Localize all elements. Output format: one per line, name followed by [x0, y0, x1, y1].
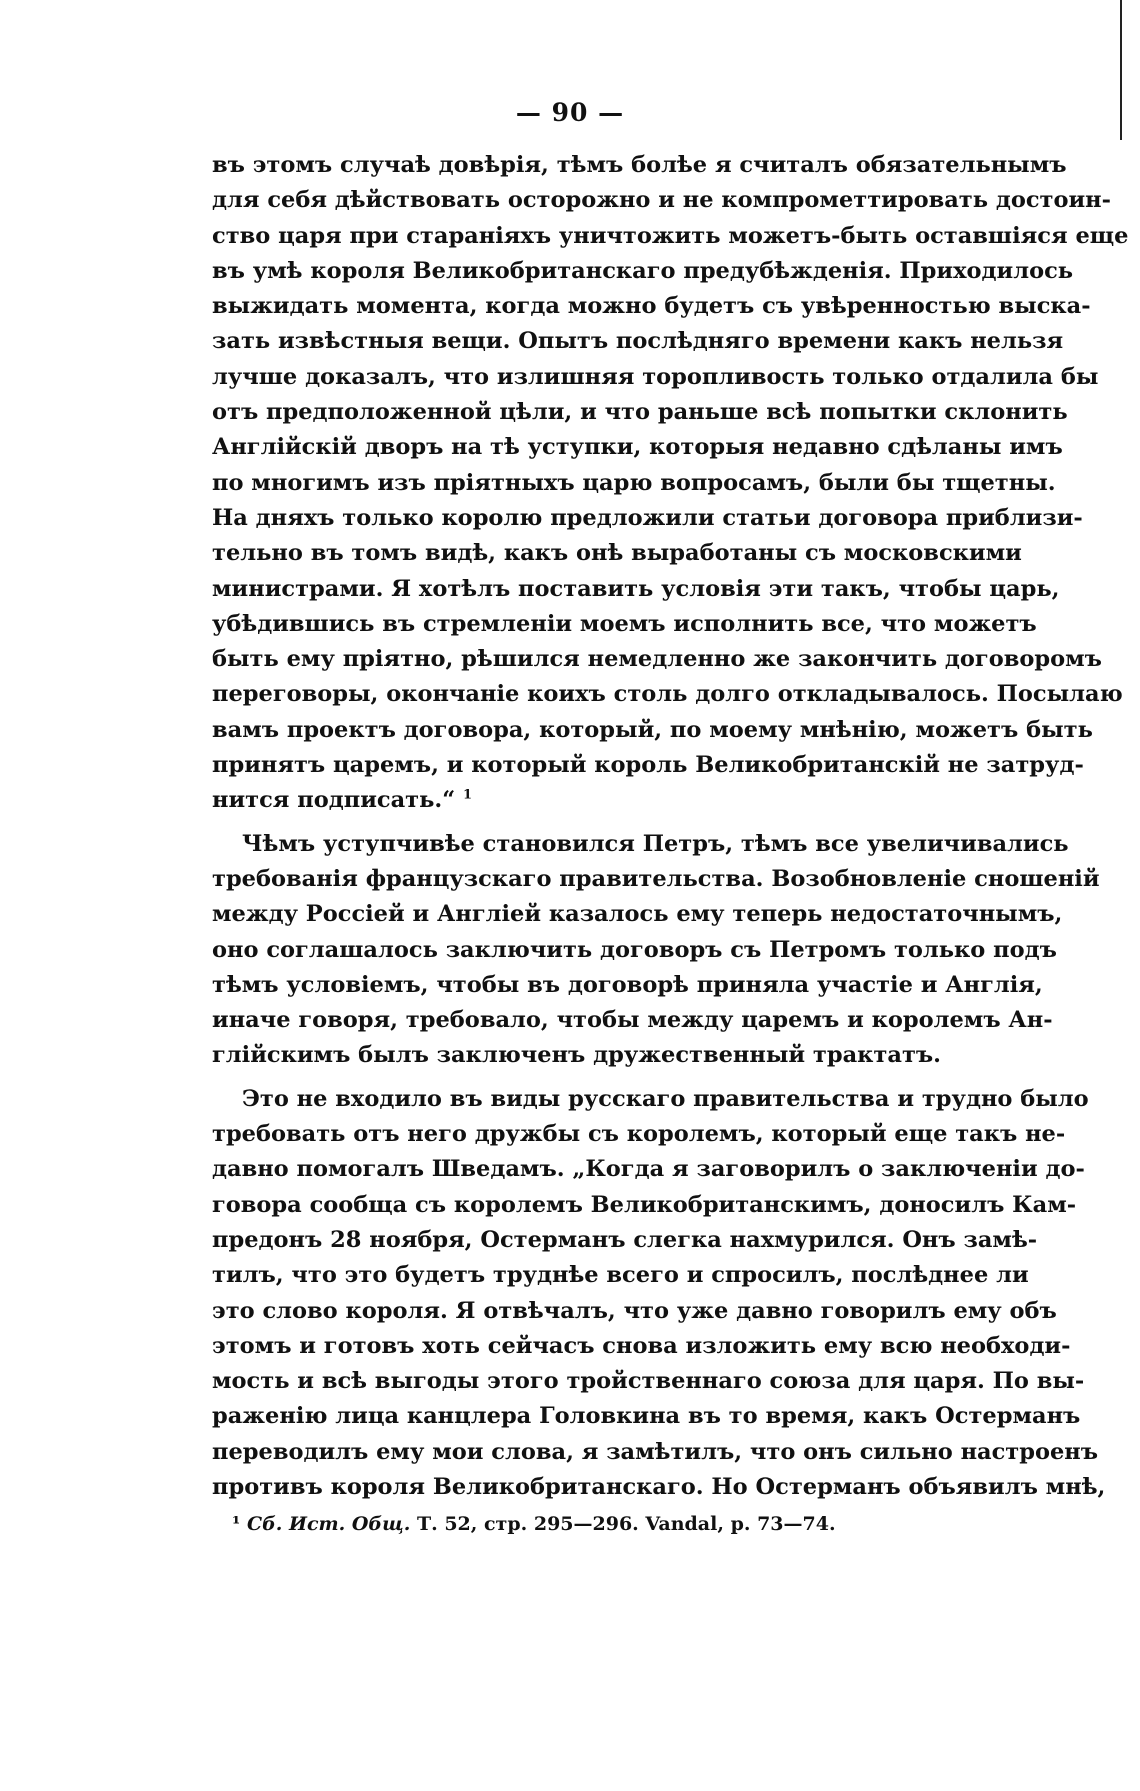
paragraph — [212, 148, 1129, 819]
text-line: тилъ, что это будетъ труднѣе всего и спросилъ, послѣднее ли — [212, 1262, 1029, 1289]
paragraph-gap — [212, 1074, 1004, 1082]
text-line: глійскимъ былъ заключенъ дружественный трактатъ. — [212, 1042, 941, 1069]
text-line: тѣмъ условіемъ, чтобы въ договорѣ приняла участіе и Англія, — [212, 971, 1043, 998]
footnote — [232, 1513, 992, 1535]
text-line: Это не входило въ виды русскаго правительства и трудно было — [242, 1085, 1089, 1112]
text-line: принятъ царемъ, и который король Великобританскій не затруд- — [212, 752, 1084, 779]
text-line: отъ предположенной цѣли, и что раньше всѣ попытки склонить — [212, 399, 1068, 426]
text-line: въ умѣ короля Великобританскаго предубѣжденія. Приходилось — [212, 257, 1074, 284]
text-line: по многимъ изъ пріятныхъ царю вопросамъ, были бы тщетны. — [212, 469, 1056, 496]
text-line: убѣдившись въ стремленіи моемъ исполнить все, что можетъ — [212, 610, 1037, 637]
text-line: лучше доказалъ, что излишняя торопливость только отдалила бы — [212, 363, 1099, 390]
paragraph — [212, 827, 1100, 1074]
text-line: выжидать момента, когда можно будетъ съ увѣренностью выска- — [212, 293, 1091, 320]
footnote-mark: ¹ — [232, 1513, 241, 1535]
text-line: иначе говоря, требовало, чтобы между царемъ и королемъ Ан- — [212, 1007, 1053, 1034]
text-line: Чѣмъ уступчивѣе становился Петръ, тѣмъ все увеличивались — [242, 830, 1069, 857]
text-line: раженію лица канцлера Головкина въ то время, какъ Остерманъ — [212, 1403, 1081, 1430]
text-line: быть ему пріятно, рѣшился немедленно же закончить договоромъ — [212, 646, 1102, 673]
text-line: Англійскій дворъ на тѣ уступки, которыя недавно сдѣланы имъ — [212, 434, 1063, 461]
text-line: тельно въ томъ видѣ, какъ онѣ выработаны съ московскими — [212, 540, 1022, 567]
footnote-text: Т. 52, стр. 295—296. Vandal, p. 73—74. — [416, 1513, 836, 1535]
text-line: въ этомъ случаѣ довѣрія, тѣмъ болѣе я считалъ обязательнымъ — [212, 152, 1067, 178]
page-body — [212, 148, 1129, 1505]
text-line: предонъ 28 ноября, Остерманъ слегка нахмурился. Онъ замѣ- — [212, 1226, 1038, 1253]
text-line: между Россіей и Англіей казалось ему теперь недостаточнымъ, — [212, 901, 1063, 928]
text-line: зать извѣстныя вещи. Опытъ послѣдняго времени какъ нельзя — [212, 328, 1064, 355]
paragraph-gap — [212, 819, 1004, 827]
text-line: этомъ и готовъ хоть сейчасъ снова изложить ему всю необходи- — [212, 1332, 1071, 1359]
text-line: нится подписать.“ $^1$ — [212, 787, 473, 814]
text-line: вамъ проектъ договора, который, по моему мнѣнію, можетъ быть — [212, 716, 1093, 743]
footnote-reference: 1 — [463, 787, 473, 803]
footnote-source: Сб. Ист. Общ. — [246, 1513, 411, 1535]
page-number: — 90 — — [515, 98, 625, 127]
text-line: министрами. Я хотѣлъ поставить условія эти такъ, чтобы царь, — [212, 575, 1060, 602]
text-line: требованія французскаго правительства. Возобновленіе сношеній — [212, 865, 1100, 892]
text-line: переводилъ ему мои слова, я замѣтилъ, что онъ сильно настроенъ — [212, 1438, 1099, 1465]
text-line: мость и всѣ выгоды этого тройственнаго союза для царя. По вы- — [212, 1368, 1085, 1395]
text-line: это слово короля. Я отвѣчалъ, что уже давно говорилъ ему объ — [212, 1297, 1057, 1324]
text-line: противъ короля Великобританскаго. Но Остерманъ объявилъ мнѣ, — [212, 1473, 1106, 1500]
text-line: требовать отъ него дружбы съ королемъ, который еще такъ не- — [212, 1121, 1066, 1148]
text-line: переговоры, окончаніе коихъ столь долго откладывалось. Посылаю — [212, 681, 1123, 708]
text-line: давно помогалъ Шведамъ. „Когда я заговорилъ о заключеніи до- — [212, 1156, 1085, 1183]
text-line: говора сообща съ королемъ Великобританскимъ, доносилъ Кам- — [212, 1191, 1077, 1218]
paragraph — [212, 1082, 1106, 1506]
text-line: ство царя при стараніяхъ уничтожить можетъ-быть оставшіяся еще — [212, 222, 1129, 249]
text-line: для себя дѣйствовать осторожно и не компрометтировать достоин- — [212, 187, 1111, 214]
text-line: На дняхъ только королю предложили статьи договора приблизи- — [212, 504, 1083, 531]
text-line: оно соглашалось заключить договоръ съ Петромъ только подъ — [212, 936, 1057, 963]
